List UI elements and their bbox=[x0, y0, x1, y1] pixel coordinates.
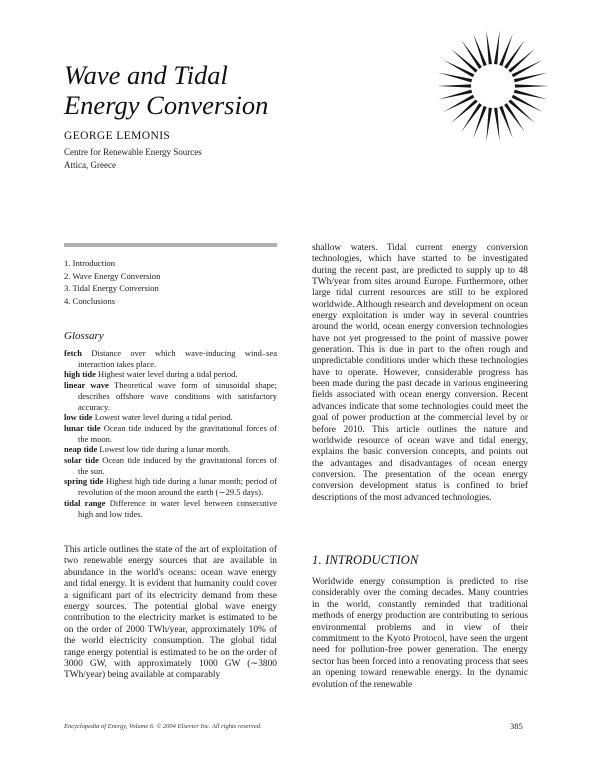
glossary-term: tidal range bbox=[64, 497, 106, 508]
glossary-entry bbox=[64, 455, 277, 476]
glossary-term: lunar tide bbox=[64, 422, 101, 433]
sun-ray bbox=[494, 30, 500, 64]
glossary-entry bbox=[64, 423, 277, 444]
section-body: Worldwide energy consumption is predicted to rise considerably over the coming decades. Many countries in the world, constantly reminded that traditional methods of energy production are contributing to serious environmental problems and in view of their commitment to the Kyoto Protocol, have seen the urgent need for pollution-free power generation. The energy sector has been forced into a renovating process that sees an opening toward renewable energy. In the dynamic evolution of the renewable bbox=[312, 577, 528, 690]
title-line-1: Wave and Tidal bbox=[64, 60, 228, 90]
page-number: 385 bbox=[510, 721, 523, 731]
sun-ray bbox=[515, 84, 549, 87]
glossary-definition: Ocean tide induced by the gravitational forces of the moon. bbox=[78, 422, 278, 444]
toc-item[interactable]: 1. Introduction bbox=[64, 258, 116, 268]
sun-ray bbox=[514, 90, 547, 100]
sun-ray bbox=[439, 73, 472, 83]
sun-ray bbox=[504, 103, 525, 132]
glossary-definition: Lowest low tide during a lunar month. bbox=[99, 444, 230, 455]
affiliation-line-2: Attica, Greece bbox=[64, 160, 116, 170]
glossary-definition: Highest high tide during a lunar month; period of revolution of the moon around the earth (∼29.5 days). bbox=[78, 476, 278, 498]
glossary-entry bbox=[64, 498, 277, 519]
title-line-2: Energy Conversion bbox=[64, 90, 269, 120]
footer-citation: Encyclopedia of Energy, Volume 6. © 2004 Elsevier Inc. All rights reserved. bbox=[64, 723, 262, 730]
sun-ray bbox=[508, 99, 535, 123]
glossary-entry bbox=[64, 476, 277, 497]
sun-ray bbox=[494, 108, 500, 142]
sun-ray bbox=[514, 73, 547, 83]
sun-ray bbox=[486, 30, 492, 64]
sun-ray bbox=[461, 103, 482, 132]
glossary-term: fetch bbox=[64, 348, 82, 358]
glossary-entry bbox=[64, 444, 277, 455]
sun-ray bbox=[437, 84, 471, 87]
glossary-term: linear wave bbox=[64, 380, 109, 391]
glossary-definition: Highest water level during a tidal period. bbox=[98, 369, 238, 380]
affiliation-line-1: Centre for Renewable Energy Sources bbox=[64, 147, 202, 157]
author-affiliation bbox=[64, 146, 202, 172]
glossary-term: neap tide bbox=[64, 444, 98, 455]
glossary-term: spring tide bbox=[64, 476, 104, 487]
section-heading: 1. INTRODUCTION bbox=[312, 553, 419, 567]
toc-item[interactable]: 3. Tidal Energy Conversion bbox=[64, 283, 159, 294]
author-name: GEORGE LEMONIS bbox=[64, 130, 171, 142]
article-title bbox=[64, 60, 268, 120]
sun-ray bbox=[451, 49, 478, 73]
glossary-entry bbox=[64, 369, 277, 380]
glossary-entry bbox=[64, 348, 277, 369]
abstract-paragraph: This article outlines the state of the art of exploitation of two renewable energy sources that are available in abundance in the world's oceans: ocean wave energy and tidal energy. It is evident that humanity could cover a significant part of its electricity demand from these energy sources. The potential global wave energy contribution to the electricity market is estimated to be on the order of 2000 TWh/year, approximately 10% of the world electricity consumption. The global tidal range energy potential is estimated to be on the order of 3000 GW, with approximately 1000 GW (∼3800 TWh/year) being available at comparably bbox=[64, 545, 277, 681]
sun-ray bbox=[508, 49, 535, 73]
glossary-list bbox=[64, 348, 277, 519]
glossary-definition: Theoretical wave form of sinusoidal shape; describes offshore wave conditions with satisfactory accuracy. bbox=[78, 380, 277, 412]
table-of-contents bbox=[64, 257, 160, 307]
abstract-continuation: shallow waters. Tidal current energy conversion technologies, which have started to be investigated during the recent past, are predicted to supply up to 48 TWh/year from sites around Europe. Furthermore, other large tidal current resources are still to be explored worldwide. Although research and development on ocean energy exploitation is under way in several countries around the world, ocean energy conversion technologies have not yet progressed to the point of massive power generation. This is due in part to the often rough and unpredictable conditions under which these technologies have to operate. However, considerable progress has been made during the past decade in various engineering fields associated with ocean energy conversion. Recent advances indicate that some technologies could meet the goal of power production at the commercial level by or before 2010. This article outlines the nature and worldwide resource of ocean wave and tidal energy, explains the basic conversion concepts, and points out the advantages and disadvantages of ocean energy conversion. The presentation of the ocean energy conversion development status is confined to brief descriptions of the most advanced technologies. bbox=[312, 243, 528, 503]
glossary-definition: Distance over which wave-inducing wind–sea interaction takes place. bbox=[78, 348, 278, 369]
sun-ray bbox=[486, 108, 492, 142]
sun-ray bbox=[461, 40, 482, 69]
glossary-term: high tide bbox=[64, 369, 96, 380]
glossary-title: Glossary bbox=[64, 330, 104, 342]
glossary-term: solar tide bbox=[64, 455, 99, 466]
glossary-entry bbox=[64, 380, 277, 412]
glossary-entry bbox=[64, 412, 277, 423]
glossary-term: low tide bbox=[64, 412, 93, 423]
toc-item[interactable]: 4. Conclusions bbox=[64, 295, 116, 306]
sun-ray bbox=[504, 40, 525, 69]
sun-ray bbox=[439, 90, 472, 100]
glossary-definition: Difference in water level between consecutive high and low tides. bbox=[78, 497, 278, 519]
glossary-definition: Ocean tide induced by the gravitational forces of the sun. bbox=[78, 455, 278, 476]
glossary-definition: Lowest water level during a tidal period. bbox=[94, 412, 233, 423]
toc-item[interactable]: 2. Wave Energy Conversion bbox=[64, 270, 161, 281]
sun-icon bbox=[428, 26, 558, 146]
sun-ray bbox=[451, 99, 478, 123]
section-divider bbox=[64, 243, 277, 247]
